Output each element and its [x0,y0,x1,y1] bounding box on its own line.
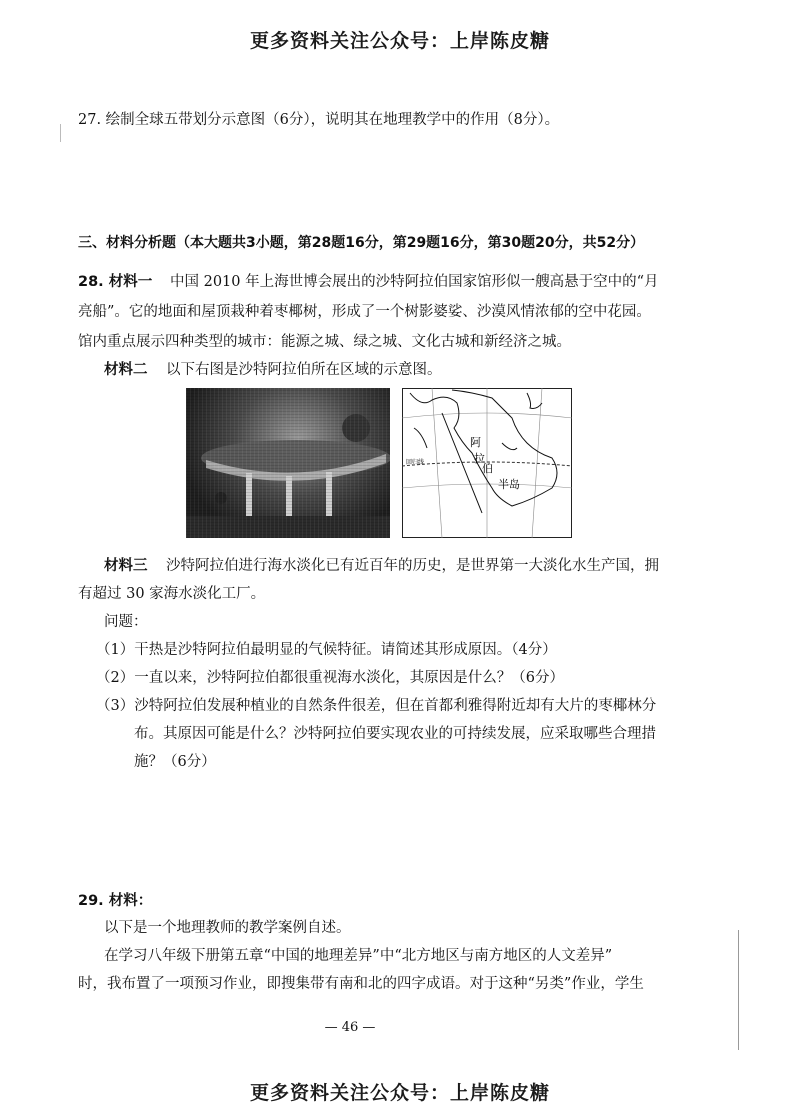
q28-material2-text: 以下右图是沙特阿拉伯所在区域的示意图。 [166,362,442,378]
scan-mark [60,124,61,142]
q29-label: 29. 材料： [78,893,153,909]
pavilion-photo [186,388,390,538]
scan-edge-line [738,930,739,1050]
q28-material1-label: 28. 材料一 [78,274,153,290]
q28-questions-label: 问题： [104,614,148,630]
q28-material3-label: 材料三 [104,558,148,574]
map-label-arab-1: 阿 [470,436,481,449]
q28-question: （2）一直以来，沙特阿拉伯都很重视海水淡化，其原因是什么？（6分） [96,670,564,686]
question-27: 27. 绘制全球五带划分示意图（6分），说明其在地理教学中的作用（8分）。 [78,112,560,128]
bottom-banner: 更多资料关注公众号：上岸陈皮糖 [249,1082,550,1104]
q28-question: 施？（6分） [134,754,216,770]
q29-line: 以下是一个地理教师的教学案例自述。 [104,920,351,936]
q28-question: 布。其原因可能是什么？沙特阿拉伯要实现农业的可持续发展，应采取哪些合理措 [134,726,656,742]
page-number: — 46 — [324,1020,376,1035]
pavilion-silhouette [186,388,390,538]
q28-question: （3）沙特阿拉伯发展种植业的自然条件很差，但在首都利雅得附近却有大片的枣椰林分 [96,698,657,714]
arabia-map [402,388,572,538]
q28-material3-line: 有超过 30 家海水淡化工厂。 [78,586,266,602]
section-3-title: 三、材料分析题（本大题共3小题，第28题16分，第29题16分，第30题20分，共52分） [78,235,645,251]
q28-material1-line: 中国 2010 年上海世博会展出的沙特阿拉伯国家馆形似一艘高悬于空中的“月 [170,274,659,290]
q29-line: 时，我布置了一项预习作业，即搜集带有南和北的四字成语。对于这种“另类”作业，学生 [78,976,644,992]
map-label-peninsula: 半岛 [498,478,520,491]
q28-material2-label: 材料二 [104,362,148,378]
q28-material1-line: 馆内重点展示四种类型的城市：能源之城、绿之城、文化古城和新经济之城。 [78,334,571,350]
map-label-arab-2: 拉 [474,452,485,465]
top-banner: 更多资料关注公众号：上岸陈皮糖 [249,30,550,52]
q28-question: （1）干热是沙特阿拉伯最明显的气候特征。请简述其形成原因。（4分） [96,642,557,658]
q28-material3-line: 沙特阿拉伯进行海水淡化已有近百年的历史，是世界第一大淡化水生产国，拥 [166,558,659,574]
map-label-tropic: 回归线 [406,459,425,466]
q29-line: 在学习八年级下册第五章“中国的地理差异”中“北方地区与南方地区的人文差异” [104,948,613,964]
map-label-arab-3: 伯 [482,462,493,475]
q28-material1-line: 亮船”。它的地面和屋顶栽种着枣椰树，形成了一个树影婆娑、沙漠风情浓郁的空中花园。 [78,304,651,320]
